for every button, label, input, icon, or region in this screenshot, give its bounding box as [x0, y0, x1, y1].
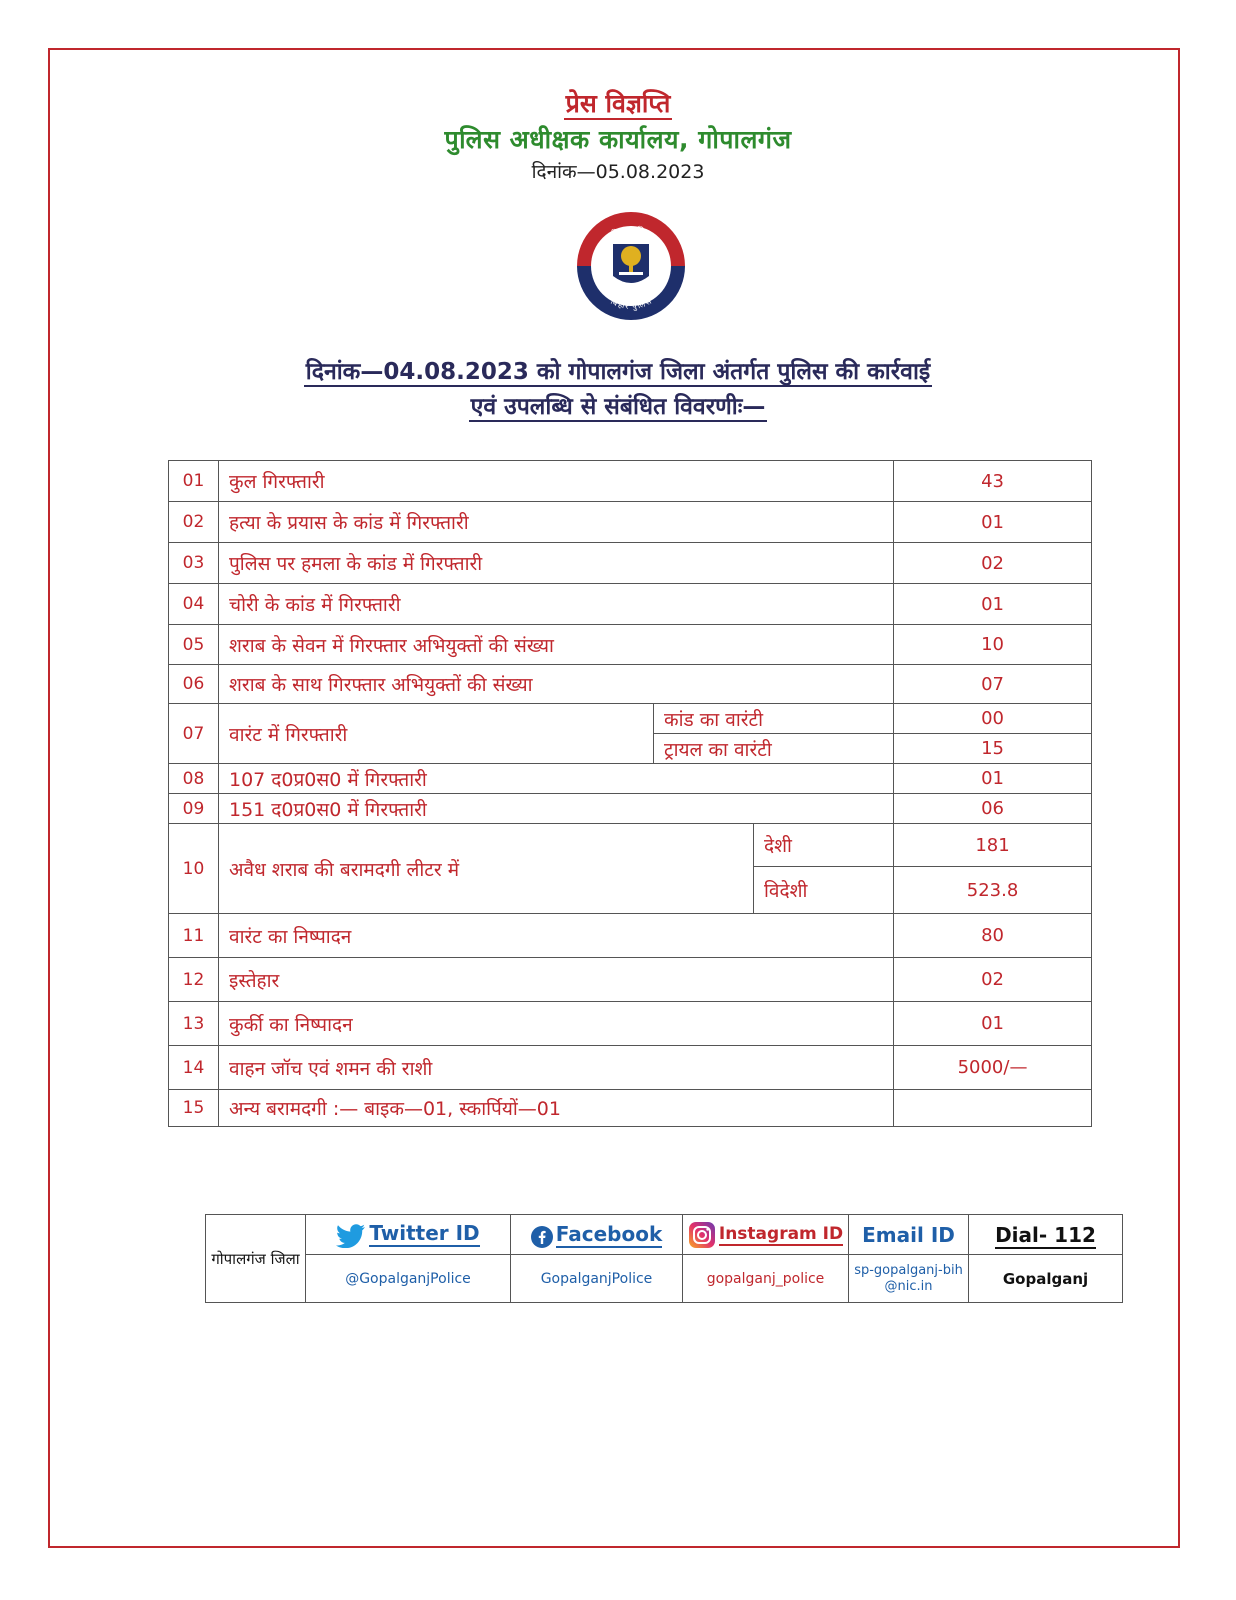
row-number: 06 [169, 665, 219, 704]
row-value: 01 [894, 584, 1092, 625]
table-row [169, 1002, 1092, 1046]
table-row [169, 958, 1092, 1002]
row-label: 151 द0प्र0स0 में गिरफ्तारी [219, 794, 894, 824]
sub-label: विदेशी [754, 867, 894, 914]
table-row [169, 1046, 1092, 1090]
row-value: 02 [894, 958, 1092, 1002]
row-label: वाहन जॉच एवं शमन की राशी [219, 1046, 894, 1090]
twitter-header [306, 1215, 511, 1255]
sub-label: ट्रायल का वारंटी [654, 734, 894, 764]
row-label: कुर्की का निष्पादन [219, 1002, 894, 1046]
row-value: 5000/— [894, 1046, 1092, 1090]
row-label: कुल गिरफ्तारी [219, 461, 894, 502]
instagram-icon [688, 1221, 716, 1249]
facebook-handle[interactable]: GopalganjPolice [511, 1255, 683, 1303]
dial-title: Dial- 112 [995, 1222, 1096, 1247]
twitter-bird-icon [336, 1224, 366, 1248]
sub-label: देशी [754, 824, 894, 867]
row-number: 11 [169, 914, 219, 958]
row-number: 03 [169, 543, 219, 584]
row-number: 07 [169, 704, 219, 764]
instagram-handle[interactable]: gopalganj_police [683, 1255, 849, 1303]
sub-label: कांड का वारंटी [654, 704, 894, 734]
row-label: इस्तेहार [219, 958, 894, 1002]
table-row [169, 1090, 1092, 1127]
row-number: 15 [169, 1090, 219, 1127]
row-value: 10 [894, 625, 1092, 665]
row-label: वारंट का निष्पादन [219, 914, 894, 958]
email-header [849, 1215, 969, 1255]
email-title: Email ID [862, 1222, 955, 1247]
row-label: 107 द0प्र0स0 में गिरफ्तारी [219, 764, 894, 794]
row-label: हत्या के प्रयास के कांड में गिरफ्तारी [219, 502, 894, 543]
row-number: 14 [169, 1046, 219, 1090]
row-label: शराब के सेवन में गिरफ्तार अभियुक्तों की संख्या [219, 625, 894, 665]
facebook-title: Facebook [555, 1221, 663, 1246]
row-value: 01 [894, 1002, 1092, 1046]
bihar-police-logo [575, 210, 687, 322]
row-value: 01 [894, 764, 1092, 794]
twitter-title: Twitter ID [369, 1221, 480, 1245]
row-value: 80 [894, 914, 1092, 958]
row-label: अन्य बरामदगी :— बाइक—01, स्कार्पियों—01 [219, 1090, 894, 1127]
statistics-table [168, 460, 1092, 1127]
row-value: 06 [894, 794, 1092, 824]
row-value: 02 [894, 543, 1092, 584]
table-row [169, 914, 1092, 958]
row-number: 12 [169, 958, 219, 1002]
row-value: 43 [894, 461, 1092, 502]
instagram-header [683, 1215, 849, 1255]
table-row [169, 764, 1092, 794]
row-number: 02 [169, 502, 219, 543]
table-row [169, 794, 1092, 824]
dial-location: Gopalganj [969, 1255, 1123, 1303]
table-row [169, 625, 1092, 665]
table-row [169, 704, 1092, 734]
release-date: दिनांक—05.08.2023 [531, 161, 705, 183]
row-label: पुलिस पर हमला के कांड में गिरफ्तारी [219, 543, 894, 584]
table-row [169, 461, 1092, 502]
row-number: 01 [169, 461, 219, 502]
table-row [169, 665, 1092, 704]
facebook-header [511, 1215, 683, 1255]
row-label: वारंट में गिरफ्तारी [219, 704, 654, 764]
svg-text:बिहार पुलिस: बिहार पुलिस [610, 224, 652, 239]
row-number: 13 [169, 1002, 219, 1046]
instagram-title: Instagram ID [718, 1223, 844, 1244]
subject-line-2: एवं उपलब्धि से संबंधित विवरणीः— [470, 394, 766, 420]
sub-value: 00 [894, 704, 1092, 734]
district-label: गोपालगंज जिला [206, 1215, 306, 1303]
svg-text:बिहार पुलिस: बिहार पुलिस [609, 296, 653, 311]
subject-line-1: दिनांक—04.08.2023 को गोपालगंज जिला अंतर्गत पुलिस की कार्रवाई [305, 359, 931, 385]
row-label: शराब के साथ गिरफ्तार अभियुक्तों की संख्या [219, 665, 894, 704]
table-row [169, 543, 1092, 584]
sub-value: 181 [894, 824, 1092, 867]
sub-value: 15 [894, 734, 1092, 764]
table-row [169, 502, 1092, 543]
contact-footer-table [205, 1214, 1123, 1303]
row-label: चोरी के कांड में गिरफ्तारी [219, 584, 894, 625]
office-name: पुलिस अधीक्षक कार्यालय, गोपालगंज [444, 125, 792, 154]
press-release-title: प्रेस विज्ञप्ति [565, 89, 671, 118]
row-number: 05 [169, 625, 219, 665]
sub-value: 523.8 [894, 867, 1092, 914]
row-value: 01 [894, 502, 1092, 543]
email-address[interactable]: sp-gopalganj-bih@nic.in [849, 1255, 969, 1303]
facebook-icon [531, 1226, 553, 1248]
row-number: 10 [169, 824, 219, 914]
row-value [894, 1090, 1092, 1127]
row-number: 08 [169, 764, 219, 794]
row-number: 09 [169, 794, 219, 824]
table-row [169, 824, 1092, 867]
row-number: 04 [169, 584, 219, 625]
dial-header [969, 1215, 1123, 1255]
row-label: अवैध शराब की बरामदगी लीटर में [219, 824, 754, 914]
table-row [169, 584, 1092, 625]
row-value: 07 [894, 665, 1092, 704]
twitter-handle[interactable]: @GopalganjPolice [306, 1255, 511, 1303]
